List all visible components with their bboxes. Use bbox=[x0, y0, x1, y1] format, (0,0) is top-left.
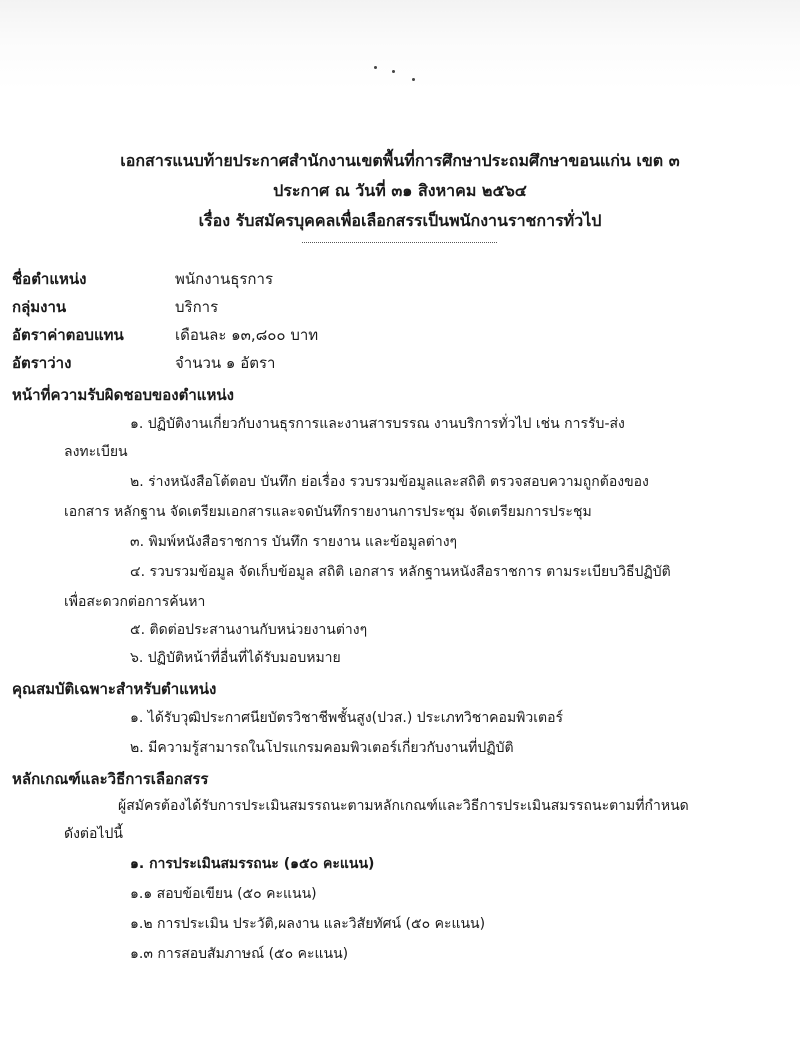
header-line-1: เอกสารแนบท้ายประกาศสำนักงานเขตพื้นที่การศึกษาประถมศึกษาขอนแก่น เขต ๓ bbox=[120, 151, 680, 170]
info-label: ชื่อตำแหน่ง bbox=[12, 270, 87, 288]
info-label: กลุ่มงาน bbox=[12, 298, 67, 316]
selection-intro-cont: ดังต่อไปนี้ bbox=[64, 826, 123, 842]
selection-sub-2: ๑.๒ การประเมิน ประวัติ,ผลงาน และวิสัยทัศน์ (๕๐ คะแนน) bbox=[130, 916, 486, 932]
dotted-separator bbox=[302, 242, 497, 243]
duty-item-5: ๕. ติดต่อประสานงานกับหน่วยงานต่างๆ bbox=[130, 622, 368, 638]
duty-item-4: ๔. รวบรวมข้อมูล จัดเก็บข้อมูล สถิติ เอกสาร หลักฐานหนังสือราชการ ตามระเบียบวิธีปฏิบัติ bbox=[130, 564, 671, 580]
qualifications-title: คุณสมบัติเฉพาะสำหรับตำแหน่ง bbox=[12, 680, 217, 698]
header-line-2: ประกาศ ณ วันที่ ๓๑ สิงหาคม ๒๕๖๔ bbox=[273, 181, 527, 200]
selection-heading: ๑. การประเมินสมรรถนะ (๑๕๐ คะแนน) bbox=[130, 856, 375, 872]
duties-title: หน้าที่ความรับผิดชอบของตำแหน่ง bbox=[12, 386, 234, 404]
header-line-3: เรื่อง รับสมัครบุคคลเพื่อเลือกสรรเป็นพนักงานราชการทั่วไป bbox=[198, 211, 602, 230]
qualification-item-1: ๑. ได้รับวุฒิประกาศนียบัตรวิชาชีพชั้นสูง(ปวส.) ประเภทวิชาคอมพิวเตอร์ bbox=[130, 710, 564, 726]
selection-intro: ผู้สมัครต้องได้รับการประเมินสมรรถนะตามหลักเกณฑ์และวิธีการประเมินสมรรถนะตามที่กำหนด bbox=[118, 798, 689, 814]
duty-item-2: ๒. ร่างหนังสือโต้ตอบ บันทึก ย่อเรื่อง รวบรวมข้อมูลและสถิติ ตรวจสอบความถูกต้องของ bbox=[130, 474, 649, 490]
duty-item-1: ๑. ปฏิบัติงานเกี่ยวกับงานธุรการและงานสารบรรณ งานบริการทั่วไป เช่น การรับ-ส่ง bbox=[130, 416, 625, 432]
info-row-salary bbox=[12, 321, 782, 349]
duty-item-4-cont: เพื่อสะดวกต่อการค้นหา bbox=[64, 594, 206, 610]
duty-item-1-cont: ลงทะเบียน bbox=[64, 444, 128, 460]
position-info bbox=[12, 265, 782, 377]
scan-marks bbox=[372, 62, 432, 92]
info-label: อัตราค่าตอบแทน bbox=[12, 326, 124, 344]
qualification-item-2: ๒. มีความรู้สามารถในโปรแกรมคอมพิวเตอร์เกี่ยวกับงานที่ปฏิบัติ bbox=[130, 740, 514, 756]
duty-item-2-cont: เอกสาร หลักฐาน จัดเตรียมเอกสารและจดบันทึกรายงานการประชุม จัดเตรียมการประชุม bbox=[64, 504, 592, 520]
info-value: เดือนละ ๑๓,๘๐๐ บาท bbox=[175, 326, 319, 344]
info-value: บริการ bbox=[175, 298, 219, 316]
selection-sub-1: ๑.๑ สอบข้อเขียน (๕๐ คะแนน) bbox=[130, 886, 317, 902]
duty-item-6: ๖. ปฏิบัติหน้าที่อื่นที่ได้รับมอบหมาย bbox=[130, 650, 341, 666]
info-row-group bbox=[12, 293, 782, 321]
info-value: จำนวน ๑ อัตรา bbox=[175, 354, 276, 372]
document-header bbox=[0, 146, 800, 236]
info-row-vacancy bbox=[12, 349, 782, 377]
selection-sub-3: ๑.๓ การสอบสัมภาษณ์ (๕๐ คะแนน) bbox=[130, 946, 349, 962]
info-row-position bbox=[12, 265, 782, 293]
duty-item-3: ๓. พิมพ์หนังสือราชการ บันทึก รายงาน และข้อมูลต่างๆ bbox=[130, 534, 458, 550]
info-label: อัตราว่าง bbox=[12, 354, 72, 372]
selection-title: หลักเกณฑ์และวิธีการเลือกสรร bbox=[12, 770, 209, 788]
info-value: พนักงานธุรการ bbox=[175, 270, 273, 288]
